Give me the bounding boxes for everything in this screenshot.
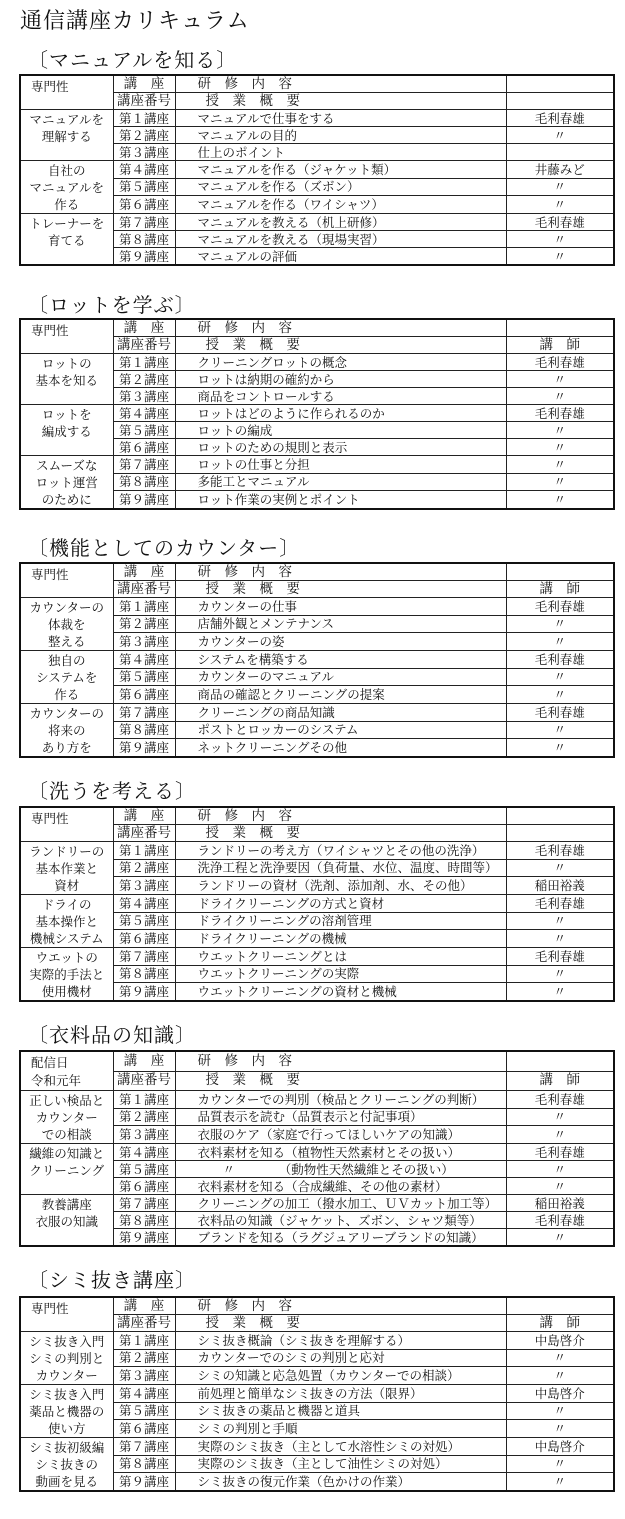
header-content: 研 修 内 容 — [175, 1051, 506, 1071]
specialty-cell: シミ抜初級編 シミ抜きの 動画を見る — [20, 1438, 113, 1492]
instructor-cell: 〃 — [506, 1126, 614, 1144]
curriculum-table — [19, 1296, 615, 1492]
header-instructor: 講 師 — [506, 581, 614, 598]
header-content: 研 修 内 容 — [175, 319, 506, 337]
course-content: シミ抜きの薬品と機器と道具 — [175, 1402, 506, 1420]
course-content: 実際のシミ抜き（主として水溶性シミの対処） — [175, 1438, 506, 1456]
course-content: ロットはどのように作られるのか — [175, 405, 506, 422]
section-title: 〔洗うを考える〕 — [28, 779, 196, 803]
specialty-cell: ランドリーの 基本作業と 資材 — [20, 842, 113, 895]
course-content: ロットは納期の確約から — [175, 371, 506, 388]
course-content: ポストとロッカーのシステム — [175, 721, 506, 739]
course-content: クリーニングの加工（撥水加工、ＵＶカット加工等） — [175, 1195, 506, 1212]
instructor-cell: 〃 — [506, 1473, 614, 1491]
course-content: クリーニングロットの概念 — [175, 354, 506, 371]
instructor-cell: 〃 — [506, 371, 614, 388]
course-number: 第７講座 — [113, 1195, 175, 1212]
course-content: 商品をコントロールする — [175, 388, 506, 405]
specialty-cell: 自社の マニュアルを 作る — [20, 161, 113, 214]
table-row — [20, 405, 614, 422]
course-number: 第３講座 — [113, 877, 175, 895]
instructor-cell: 〃 — [506, 1178, 614, 1195]
table-row — [20, 354, 614, 371]
course-content: クリーニングの商品知識 — [175, 704, 506, 722]
course-number: 第９講座 — [113, 1229, 175, 1247]
table-row — [20, 214, 614, 231]
course-content: カウンターでの判別（検品とクリーニングの判断） — [175, 1091, 506, 1109]
specialty-cell: スムーズな ロット運営 のために — [20, 456, 113, 510]
specialty-cell: 独自の システムを 作る — [20, 651, 113, 704]
course-number: 第７講座 — [113, 704, 175, 722]
course-number: 第９講座 — [113, 1473, 175, 1491]
instructor-cell: 中島啓介 — [506, 1438, 614, 1456]
course-content: マニュアルを教える（机上研修） — [175, 214, 506, 231]
header-instructor: 講 師 — [506, 337, 614, 354]
table-row — [20, 598, 614, 616]
header-instructor-top — [506, 75, 614, 93]
course-content: ロットの仕事と分担 — [175, 456, 506, 474]
table-row — [20, 1332, 614, 1350]
course-number: 第７講座 — [113, 214, 175, 231]
curriculum-table — [19, 562, 615, 758]
course-number: 第８講座 — [113, 965, 175, 983]
course-number: 第２講座 — [113, 127, 175, 144]
course-number: 第３講座 — [113, 144, 175, 161]
header-number: 講座番号 — [113, 1071, 175, 1090]
table-row — [20, 704, 614, 722]
specialty-cell: カウンターの 体裁を 整える — [20, 598, 113, 651]
header-course: 講 座 — [113, 1297, 175, 1315]
course-content: マニュアルを教える（現場実習） — [175, 231, 506, 248]
header-instructor-top — [506, 319, 614, 337]
specialty-cell: ロットを 編成する — [20, 405, 113, 456]
instructor-cell: 毛利春雄 — [506, 110, 614, 127]
course-content: マニュアルを作る（ワイシャツ） — [175, 196, 506, 214]
course-content: カウンターの仕事 — [175, 598, 506, 616]
instructor-cell: 毛利春雄 — [506, 1212, 614, 1229]
instructor-cell: 〃 — [506, 930, 614, 948]
instructor-cell: 〃 — [506, 1402, 614, 1420]
course-number: 第６講座 — [113, 1178, 175, 1195]
course-number: 第５講座 — [113, 178, 175, 196]
curriculum-table — [19, 806, 615, 1002]
header-summary: 授 業 概 要 — [175, 93, 506, 110]
specialty-cell: 正しい検品と カウンター での相談 — [20, 1091, 113, 1144]
instructor-cell: 毛利春雄 — [506, 598, 614, 616]
instructor-cell: 〃 — [506, 178, 614, 196]
header-summary: 授 業 概 要 — [175, 581, 506, 598]
specialty-cell: ウエットの 実際的手法と 使用機材 — [20, 948, 113, 1002]
header-row-1 — [20, 75, 614, 93]
header-summary: 授 業 概 要 — [175, 1071, 506, 1090]
course-content: ロットの編成 — [175, 422, 506, 439]
instructor-cell: 毛利春雄 — [506, 354, 614, 371]
course-content: マニュアルで仕事をする — [175, 110, 506, 127]
instructor-cell: 〃 — [506, 1420, 614, 1438]
specialty-cell: ドライの 基本操作と 機械システム — [20, 895, 113, 948]
instructor-cell: 〃 — [506, 1349, 614, 1367]
header-specialty: 専門性 — [20, 319, 113, 354]
course-content: 店舗外観とメンテナンス — [175, 615, 506, 633]
instructor-cell: 中島啓介 — [506, 1332, 614, 1350]
header-row-1 — [20, 563, 614, 581]
course-number: 第７講座 — [113, 948, 175, 966]
table-row — [20, 110, 614, 127]
course-number: 第８講座 — [113, 1212, 175, 1229]
course-number: 第５講座 — [113, 1161, 175, 1178]
instructor-cell: 井藤みど — [506, 161, 614, 179]
course-content: カウンターのマニュアル — [175, 668, 506, 686]
instructor-cell: 〃 — [506, 473, 614, 491]
specialty-cell: シミ抜き入門 シミの判別と カウンター — [20, 1332, 113, 1385]
instructor-cell: 毛利春雄 — [506, 842, 614, 860]
header-specialty: 専門性 — [20, 75, 113, 110]
section-title: 〔シミ抜き講座〕 — [28, 1268, 196, 1292]
header-row-1 — [20, 1051, 614, 1071]
header-number: 講座番号 — [113, 337, 175, 354]
course-number: 第６講座 — [113, 1420, 175, 1438]
instructor-cell: 〃 — [506, 231, 614, 248]
header-instructor-top — [506, 1051, 614, 1071]
table-row — [20, 948, 614, 966]
instructor-cell: 〃 — [506, 721, 614, 739]
table-row — [20, 1091, 614, 1109]
instructor-cell: 〃 — [506, 983, 614, 1001]
course-number: 第３講座 — [113, 1367, 175, 1385]
table-row — [20, 1385, 614, 1403]
curriculum-table — [19, 1050, 615, 1247]
course-content: 多能工とマニュアル — [175, 473, 506, 491]
course-number: 第５講座 — [113, 912, 175, 930]
course-number: 第３講座 — [113, 388, 175, 405]
course-number: 第３講座 — [113, 633, 175, 651]
table-row — [20, 842, 614, 860]
course-number: 第３講座 — [113, 1126, 175, 1144]
instructor-cell: 〃 — [506, 491, 614, 509]
instructor-cell: 〃 — [506, 686, 614, 704]
instructor-cell: 毛利春雄 — [506, 405, 614, 422]
course-content: ウエットクリーニングとは — [175, 948, 506, 966]
course-content: ドライクリーニングの機械 — [175, 930, 506, 948]
header-course: 講 座 — [113, 563, 175, 581]
instructor-cell — [506, 144, 614, 161]
instructor-cell: 〃 — [506, 196, 614, 214]
table-row — [20, 1195, 614, 1212]
course-number: 第８講座 — [113, 473, 175, 491]
course-content: 仕上のポイント — [175, 144, 506, 161]
course-number: 第２講座 — [113, 1349, 175, 1367]
course-content: 衣料品の知識（ジャケット、ズボン、シャツ類等） — [175, 1212, 506, 1229]
course-number: 第１講座 — [113, 1332, 175, 1350]
course-content: 〃 （動物性天然繊維とその扱い） — [175, 1161, 506, 1178]
course-content: 品質表示を読む（品質表示と付記事項） — [175, 1108, 506, 1126]
table-row — [20, 456, 614, 474]
course-number: 第４講座 — [113, 895, 175, 913]
instructor-cell: 毛利春雄 — [506, 651, 614, 669]
instructor-cell: 〃 — [506, 1108, 614, 1126]
course-number: 第５講座 — [113, 1402, 175, 1420]
header-number: 講座番号 — [113, 93, 175, 110]
table-row — [20, 1144, 614, 1161]
course-content: システムを構築する — [175, 651, 506, 669]
course-content: ランドリーの資材（洗剤、添加剤、水、その他） — [175, 877, 506, 895]
course-content: 商品の確認とクリーニングの提案 — [175, 686, 506, 704]
table-row — [20, 651, 614, 669]
course-content: マニュアルの評価 — [175, 248, 506, 266]
specialty-cell: シミ抜き入門 薬品と機器の 使い方 — [20, 1385, 113, 1438]
header-instructor — [506, 825, 614, 842]
header-specialty: 専門性 — [20, 807, 113, 842]
course-number: 第１講座 — [113, 842, 175, 860]
course-number: 第６講座 — [113, 686, 175, 704]
specialty-cell: 教養講座 衣服の知識 — [20, 1195, 113, 1247]
course-content: ネットクリーニングその他 — [175, 739, 506, 757]
course-content: 衣料素材を知る（合成繊維、その他の素材） — [175, 1178, 506, 1195]
instructor-cell: 〃 — [506, 388, 614, 405]
instructor-cell: 〃 — [506, 1455, 614, 1473]
course-content: ウエットクリーニングの資材と機械 — [175, 983, 506, 1001]
curriculum-table — [19, 74, 615, 266]
course-content: ランドリーの考え方（ワイシャツとその他の洗浄） — [175, 842, 506, 860]
course-number: 第９講座 — [113, 983, 175, 1001]
course-content: シミ抜きの復元作業（色かけの作業） — [175, 1473, 506, 1491]
specialty-cell: ロットの 基本を知る — [20, 354, 113, 405]
instructor-cell: 〃 — [506, 127, 614, 144]
course-number: 第２講座 — [113, 615, 175, 633]
header-specialty: 専門性 — [20, 1297, 113, 1332]
course-number: 第９講座 — [113, 739, 175, 757]
course-number: 第１講座 — [113, 110, 175, 127]
specialty-cell: マニュアルを 理解する — [20, 110, 113, 161]
header-instructor — [506, 93, 614, 110]
instructor-cell: 〃 — [506, 633, 614, 651]
course-content: ロットのための規則と表示 — [175, 439, 506, 456]
section-title: 〔ロットを学ぶ〕 — [28, 293, 196, 317]
instructor-cell: 毛利春雄 — [506, 1144, 614, 1161]
course-content: シミの判別と手順 — [175, 1420, 506, 1438]
course-content: カウンターでのシミの判別と応対 — [175, 1349, 506, 1367]
course-number: 第７講座 — [113, 456, 175, 474]
header-number: 講座番号 — [113, 581, 175, 598]
document-title: 通信講座カリキュラム — [20, 9, 250, 34]
header-course: 講 座 — [113, 807, 175, 825]
curriculum-table — [19, 318, 615, 510]
course-content: マニュアルを作る（ズボン） — [175, 178, 506, 196]
course-number: 第８講座 — [113, 231, 175, 248]
course-number: 第８講座 — [113, 1455, 175, 1473]
header-row-1 — [20, 319, 614, 337]
instructor-cell: 毛利春雄 — [506, 214, 614, 231]
course-content: ウエットクリーニングの実際 — [175, 965, 506, 983]
course-number: 第６講座 — [113, 439, 175, 456]
course-number: 第２講座 — [113, 859, 175, 877]
course-content: ロット作業の実例とポイント — [175, 491, 506, 509]
course-number: 第９講座 — [113, 491, 175, 509]
course-number: 第１講座 — [113, 1091, 175, 1109]
instructor-cell: 〃 — [506, 739, 614, 757]
course-number: 第２講座 — [113, 1108, 175, 1126]
course-number: 第９講座 — [113, 248, 175, 266]
instructor-cell: 中島啓介 — [506, 1385, 614, 1403]
header-content: 研 修 内 容 — [175, 563, 506, 581]
course-content: 衣服のケア（家庭で行ってほしいケアの知識） — [175, 1126, 506, 1144]
header-course: 講 座 — [113, 319, 175, 337]
course-content: シミ抜き概論（シミ抜きを理解する） — [175, 1332, 506, 1350]
header-instructor-top — [506, 807, 614, 825]
course-number: 第５講座 — [113, 668, 175, 686]
header-summary: 授 業 概 要 — [175, 337, 506, 354]
table-row — [20, 161, 614, 179]
header-number: 講座番号 — [113, 1315, 175, 1332]
instructor-cell: 〃 — [506, 1161, 614, 1178]
instructor-cell: 〃 — [506, 439, 614, 456]
header-instructor-top — [506, 1297, 614, 1315]
specialty-cell: トレーナーを 育てる — [20, 214, 113, 266]
course-content: ブランドを知る（ラグジュアリーブランドの知識） — [175, 1229, 506, 1247]
header-specialty: 配信日 令和元年 — [20, 1051, 113, 1091]
instructor-cell: 〃 — [506, 859, 614, 877]
header-content: 研 修 内 容 — [175, 1297, 506, 1315]
course-content: 前処理と簡単なシミ抜きの方法（限界） — [175, 1385, 506, 1403]
course-number: 第６講座 — [113, 196, 175, 214]
instructor-cell: 〃 — [506, 615, 614, 633]
course-number: 第４講座 — [113, 651, 175, 669]
course-number: 第１講座 — [113, 598, 175, 616]
instructor-cell: 〃 — [506, 422, 614, 439]
instructor-cell: 〃 — [506, 912, 614, 930]
specialty-cell: カウンターの 将来の あり方を — [20, 704, 113, 758]
course-content: 洗浄工程と洗浄要因（負荷量、水位、温度、時間等） — [175, 859, 506, 877]
header-course: 講 座 — [113, 75, 175, 93]
instructor-cell: 稲田裕義 — [506, 877, 614, 895]
section-title: 〔マニュアルを知る〕 — [28, 48, 238, 72]
course-content: カウンターの姿 — [175, 633, 506, 651]
instructor-cell: 毛利春雄 — [506, 1091, 614, 1109]
header-row-1 — [20, 1297, 614, 1315]
table-row — [20, 1438, 614, 1456]
header-instructor: 講 師 — [506, 1315, 614, 1332]
header-instructor: 講 師 — [506, 1071, 614, 1090]
instructor-cell: 〃 — [506, 248, 614, 266]
header-summary: 授 業 概 要 — [175, 825, 506, 842]
course-content: ドライクリーニングの溶剤管理 — [175, 912, 506, 930]
header-summary: 授 業 概 要 — [175, 1315, 506, 1332]
header-specialty: 専門性 — [20, 563, 113, 598]
course-number: 第７講座 — [113, 1438, 175, 1456]
instructor-cell: 〃 — [506, 1229, 614, 1247]
header-content: 研 修 内 容 — [175, 75, 506, 93]
course-number: 第４講座 — [113, 161, 175, 179]
header-row-1 — [20, 807, 614, 825]
course-content: マニュアルの目的 — [175, 127, 506, 144]
course-number: 第４講座 — [113, 1144, 175, 1161]
header-course: 講 座 — [113, 1051, 175, 1071]
course-number: 第５講座 — [113, 422, 175, 439]
header-content: 研 修 内 容 — [175, 807, 506, 825]
course-content: シミの知識と応急処置（カウンターでの相談） — [175, 1367, 506, 1385]
section-title: 〔機能としてのカウンター〕 — [28, 536, 301, 560]
table-row — [20, 895, 614, 913]
instructor-cell: 〃 — [506, 668, 614, 686]
course-content: 実際のシミ抜き（主として油性シミの対処） — [175, 1455, 506, 1473]
course-number: 第４講座 — [113, 1385, 175, 1403]
instructor-cell: 毛利春雄 — [506, 895, 614, 913]
instructor-cell: 〃 — [506, 456, 614, 474]
instructor-cell: 稲田裕義 — [506, 1195, 614, 1212]
header-number: 講座番号 — [113, 825, 175, 842]
course-number: 第８講座 — [113, 721, 175, 739]
header-instructor-top — [506, 563, 614, 581]
section-title: 〔衣料品の知識〕 — [28, 1023, 196, 1047]
specialty-cell: 繊維の知識と クリーニング — [20, 1144, 113, 1195]
instructor-cell: 〃 — [506, 965, 614, 983]
course-content: マニュアルを作る（ジャケット類） — [175, 161, 506, 179]
instructor-cell: 〃 — [506, 1367, 614, 1385]
instructor-cell: 毛利春雄 — [506, 948, 614, 966]
course-number: 第２講座 — [113, 371, 175, 388]
course-content: 衣料素材を知る（植物性天然素材とその扱い） — [175, 1144, 506, 1161]
course-content: ドライクリーニングの方式と資材 — [175, 895, 506, 913]
course-number: 第１講座 — [113, 354, 175, 371]
instructor-cell: 毛利春雄 — [506, 704, 614, 722]
course-number: 第４講座 — [113, 405, 175, 422]
course-number: 第６講座 — [113, 930, 175, 948]
